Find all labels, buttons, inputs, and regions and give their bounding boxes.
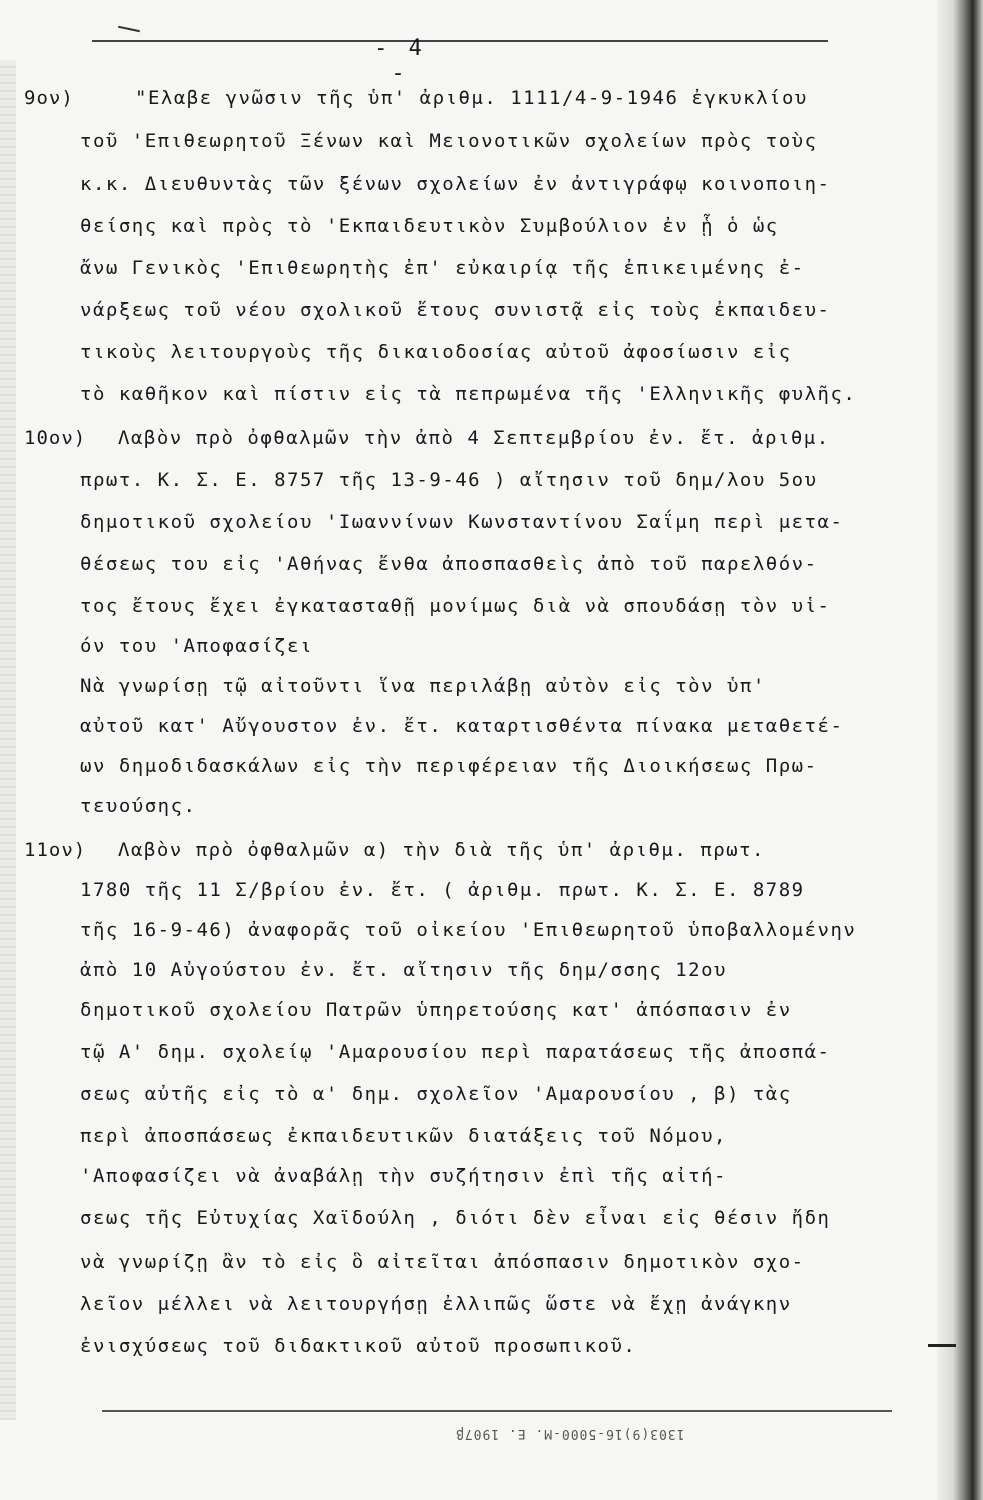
text-line: τοῦ 'Επιθεωρητοῦ Ξένων καὶ Μειονοτικῶν σχολείων πρὸς τοὺς: [80, 130, 818, 152]
text-line: 'Αποφασίζει νὰ ἀναβάλῃ τὴν συζήτησιν ἐπὶ τῆς αἰτή-: [80, 1165, 727, 1187]
paragraph-number: 9ον): [24, 87, 74, 109]
end-dash: [928, 1344, 956, 1347]
text-line: νάρξεως τοῦ νέου σχολικοῦ ἔτους συνιστᾷ εἰς τοὺς ἐκπαιδευ-: [80, 299, 831, 321]
text-line: 1780 τῆς 11 Σ/βρίου ἐν. ἔτ. ( ἀριθμ. πρωτ. Κ. Σ. Ε. 8789: [80, 879, 805, 901]
top-rule: [92, 40, 828, 42]
text-line: νὰ γνωρίζῃ ἂν τὸ εἰς ὃ αἰτεῖται ἀπόσπασιν δημοτικὸν σχο-: [80, 1251, 805, 1273]
text-line: θέσεως του εἰς 'Αθήνας ἔνθα ἀποσπασθεὶς ἀπὸ τοῦ παρελθόν-: [80, 553, 818, 575]
paragraph-number: 11ον): [24, 839, 87, 861]
text-line: ων δημοδιδασκάλων εἰς τὴν περιφέρειαν τῆς Διοικήσεως Πρω-: [80, 755, 818, 777]
text-line: περὶ ἀποσπάσεως ἐκπαιδευτικῶν διατάξεις τοῦ Νόμου,: [80, 1125, 727, 1147]
text-line: λεῖον μέλλει νὰ λειτουργήσῃ ἐλλιπῶς ὥστε νὰ ἔχῃ ἀνάγκην: [80, 1293, 792, 1315]
text-line: τῆς 16-9-46) ἀναφορᾶς τοῦ οἰκείου 'Επιθεωρητοῦ ὑποβαλλομένην: [80, 919, 857, 941]
text-line: τικοὺς λειτουργοὺς τῆς δικαιοδοσίας αὐτοῦ ἀφοσίωσιν εἰς: [80, 341, 792, 363]
paragraph-number: 10ον): [24, 427, 87, 449]
text-line: "Ελαβε γνῶσιν τῆς ὑπ' ἀριθμ. 1111/4-9-1946 ἐγκυκλίου: [135, 87, 808, 109]
text-line: δημοτικοῦ σχολείου 'Ιωαννίνων Κωνσταντίνου Σαΐμη περὶ μετα-: [80, 511, 844, 533]
text-line: τὸ καθῆκον καὶ πίστιν εἰς τὰ πεπρωμένα τῆς 'Ελληνικῆς φυλῆς.: [80, 383, 857, 405]
page-number: - 4 -: [374, 36, 426, 86]
text-line: κ.κ. Διευθυντὰς τῶν ξένων σχολείων ἐν ἀντιγράφῳ κοινοποιη-: [80, 173, 831, 195]
text-line: σεως τῆς Εὐτυχίας Χαϊδούλη , διότι δὲν εἶναι εἰς θέσιν ἤδη: [80, 1207, 831, 1229]
bottom-rule: [102, 1410, 892, 1412]
left-binding-strip: [0, 60, 16, 1420]
text-line: τευούσης.: [80, 795, 197, 817]
text-line: πρωτ. Κ. Σ. Ε. 8757 τῆς 13-9-46 ) αἴτησιν τοῦ δημ/λου 5ου: [80, 469, 818, 491]
corner-dash-mark: [118, 26, 140, 33]
text-line: Νὰ γνωρίσῃ τῷ αἰτοῦντι ἵνα περιλάβῃ αὐτὸν εἰς τὸν ὑπ': [80, 675, 766, 697]
text-line: τῷ Α' δημ. σχολείῳ 'Αμαρουσίου περὶ παρατάσεως τῆς ἀποσπά-: [80, 1041, 831, 1063]
text-line: όν του 'Αποφασίζει: [80, 635, 313, 657]
text-line: ἐνισχύσεως τοῦ διδακτικοῦ αὐτοῦ προσωπικοῦ.: [80, 1335, 637, 1357]
text-line: ἀπὸ 10 Αὐγούστου ἐν. ἔτ. αἴτησιν τῆς δημ/σσης 12ου: [80, 959, 727, 981]
text-line: θείσης καὶ πρὸς τὸ 'Εκπαιδευτικὸν Συμβούλιον ἐν ᾗ ὁ ὡς: [80, 215, 779, 237]
right-binding-edge: [937, 0, 983, 1500]
text-line: δημοτικοῦ σχολείου Πατρῶν ὑπηρετούσης κατ' ἀπόσπασιν ἐν: [80, 999, 792, 1021]
printer-footer: 1303(9)16-5000-Μ. Ε. 1907β: [455, 1426, 685, 1441]
text-line: Λαβὸν πρὸ ὀφθαλμῶν τὴν ἀπὸ 4 Σεπτεμβρίου ἐν. ἔτ. ἀριθμ.: [118, 427, 830, 449]
text-line: αὐτοῦ κατ' Αὔγουστον ἐν. ἔτ. καταρτισθέντα πίνακα μεταθετέ-: [80, 715, 844, 737]
text-line: σεως αὐτῆς εἰς τὸ α' δημ. σχολεῖον 'Αμαρουσίου , β) τὰς: [80, 1083, 792, 1105]
text-line: ἄνω Γενικὸς 'Επιθεωρητὴς ἐπ' εὐκαιρίᾳ τῆς ἐπικειμένης ἐ-: [80, 257, 805, 279]
text-line: Λαβὸν πρὸ ὀφθαλμῶν α) τὴν διὰ τῆς ὑπ' ἀριθμ. πρωτ.: [118, 839, 765, 861]
text-line: τος ἔτους ἔχει ἐγκατασταθῇ μονίμως διὰ νὰ σπουδάσῃ τὸν υἱ-: [80, 595, 831, 617]
